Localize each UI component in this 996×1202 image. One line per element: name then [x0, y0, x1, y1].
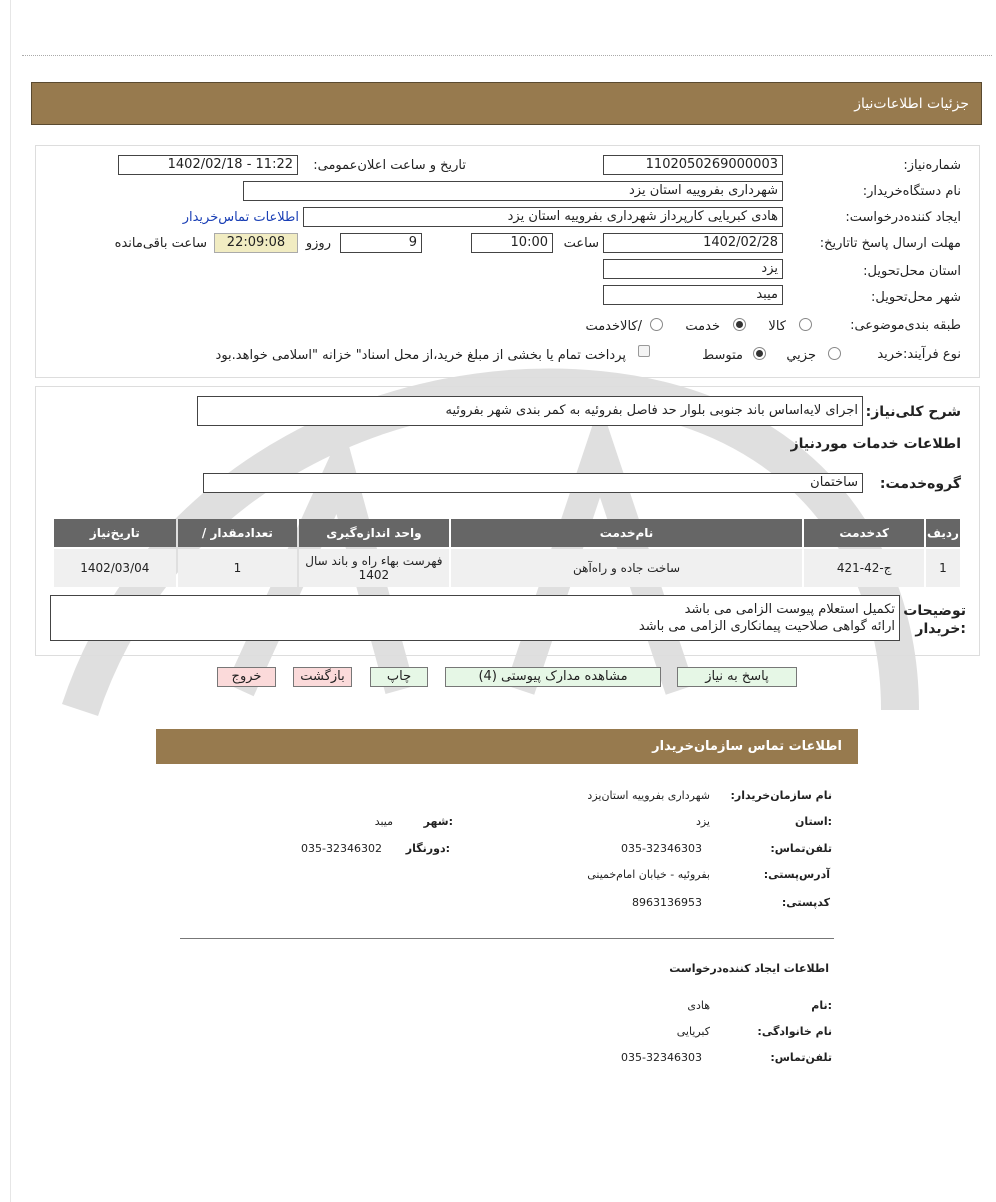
deadline-time-label: ساعت — [563, 236, 599, 251]
header-need-date: تاریخ‌نیاز — [54, 519, 176, 547]
cell-service-code: ج-42-421 — [804, 549, 924, 587]
dotted-divider — [22, 55, 992, 56]
creator-field: هادی کبریایی کارپرداز شهرداری بفروییه استان یزد — [303, 207, 783, 227]
service-group-label: گروه‌خدمت: — [879, 476, 961, 492]
need-description-label: شرح کلی‌نیاز: — [865, 404, 961, 420]
page-header-bar — [31, 82, 982, 125]
page-header-title: جزئیات اطلاعات‌نیاز — [854, 96, 969, 112]
cell-unit: فهرست بهاء راه و باند سال 1402 — [299, 549, 448, 587]
requester-name-value: هادی — [687, 999, 710, 1012]
category-goods-service-label: /کالاخدمت — [585, 319, 642, 334]
buyer-note-line1: تکمیل استعلام پیوست الزامی می باشد — [684, 602, 895, 617]
requester-title: اطلاعات ایجاد کننده‌درخواست — [669, 962, 829, 975]
header-row-number: ردیف — [926, 519, 960, 547]
need-number-field: 1102050269000003 — [603, 155, 783, 175]
announce-field: 1402/02/18 - 11:22 — [118, 155, 298, 175]
treasury-payment-checkbox[interactable] — [638, 345, 650, 357]
category-service-label: خدمت — [685, 319, 720, 334]
services-table — [52, 517, 962, 589]
buyer-contact-title: اطلاعات تماس سازمان‌خریدار — [652, 739, 842, 754]
remaining-time: 22:09:08 — [214, 233, 298, 253]
buyer-contact-link[interactable]: اطلاعات تماس‌خریدار — [182, 210, 299, 225]
remaining-label: ساعت باقی‌مانده — [114, 236, 207, 251]
header-service-name: نام‌خدمت — [451, 519, 803, 547]
contact-fax-value: 035-32346302 — [301, 842, 382, 855]
days-label: روزو — [305, 236, 331, 251]
cell-quantity: 1 — [178, 549, 298, 587]
category-label: طبقه بندی‌موضوعی: — [850, 318, 961, 333]
category-goods-radio[interactable] — [799, 318, 812, 331]
days-field: 9 — [340, 233, 422, 253]
requester-phone-label: تلفن‌تماس: — [770, 1051, 832, 1064]
contact-postal-label: کد‌پستی: — [781, 896, 830, 909]
province-label: استان محل‌تحویل: — [863, 264, 961, 279]
process-medium-radio[interactable] — [753, 347, 766, 360]
header-unit: واحد اندازه‌گیری — [299, 519, 448, 547]
need-number-label: شماره‌نیاز: — [903, 158, 961, 173]
category-goods-service-radio[interactable] — [650, 318, 663, 331]
buyer-notes-field — [50, 595, 900, 641]
requester-phone-value: 035-32346303 — [621, 1051, 702, 1064]
city-label: شهر محل‌تحویل: — [871, 290, 961, 305]
contact-city-value: میبد — [374, 815, 393, 828]
cell-service-name: ساخت جاده و راه‌آهن — [451, 549, 803, 587]
city-field: میبد — [603, 285, 783, 305]
process-minor-label: جزيي — [786, 348, 816, 363]
contact-city-label: :شهر — [423, 815, 453, 828]
treasury-payment-note: پرداخت تمام یا بخشی از مبلغ خرید،از محل اسناد" خزانه "اسلامی خواهد.بود — [215, 348, 626, 363]
requester-name-label: :نام — [811, 999, 832, 1012]
header-quantity: / تعدادمقدار — [178, 519, 298, 547]
buyer-org-label: نام دستگاه‌خریدار: — [862, 184, 961, 199]
view-attachments-button[interactable]: مشاهده مدارک پیوستی (4) — [445, 667, 661, 687]
contact-address-value: بفروئیه - خیابان امام‌خمینی — [587, 868, 710, 881]
process-label: نوع فرآیند: — [903, 347, 961, 362]
buyer-notes-label-line2: :خریدار — [915, 621, 966, 637]
deadline-time-field: 10:00 — [471, 233, 553, 253]
reply-to-need-button[interactable]: پاسخ به نیاز — [677, 667, 797, 687]
print-button[interactable]: چاپ — [370, 667, 428, 687]
announce-label: تاریخ و ساعت اعلان‌عمومی: — [313, 158, 466, 173]
buyer-org-field: شهرداری بفروییه استان یزد — [243, 181, 783, 201]
cell-row-number: 1 — [926, 549, 960, 587]
requester-family-label: نام خانوادگی: — [757, 1025, 832, 1038]
buyer-notes-label-line1: توضیحات — [903, 603, 966, 619]
contact-province-label: :استان — [795, 815, 832, 828]
process-medium-label: متوسط — [702, 348, 743, 363]
contact-province-value: یزد — [695, 815, 710, 828]
contact-phone-label: تلفن‌تماس: — [770, 842, 832, 855]
left-border-line — [10, 0, 11, 1202]
contact-phone-value: 035-32346303 — [621, 842, 702, 855]
need-description-field: اجرای لایه‌اساس باند جنوبی بلوار حد فاصل بفروئیه به کمر بندی شهر بفروئیه — [197, 396, 863, 426]
requester-family-value: کبریایی — [676, 1025, 710, 1038]
back-button[interactable]: بازگشت — [293, 667, 352, 687]
cell-need-date: 1402/03/04 — [54, 549, 176, 587]
exit-button[interactable]: خروج — [217, 667, 276, 687]
buyer-contact-header — [156, 729, 858, 764]
org-name-label: نام سازمان‌خریدار: — [730, 789, 832, 802]
deadline-date-field: 1402/02/28 — [603, 233, 783, 253]
contact-address-label: آدرس‌پستی: — [763, 868, 830, 881]
table-header-row — [54, 519, 960, 547]
contact-fax-label: :دورنگار — [405, 842, 450, 855]
services-title: اطلاعات خدمات موردنیاز — [790, 436, 961, 452]
need-details-panel — [35, 145, 980, 378]
category-service-radio[interactable] — [733, 318, 746, 331]
header-service-code: کدخدمت — [804, 519, 924, 547]
category-goods-label: کالا — [768, 319, 786, 334]
buyer-note-line2: ارائه گواهی صلاحیت پیمانکاری الزامی می باشد — [638, 619, 895, 634]
section-divider — [180, 938, 834, 939]
service-group-field: ساختمان — [203, 473, 863, 493]
creator-label: ایجاد کننده‌درخواست: — [845, 210, 961, 225]
deadline-label: مهلت ارسال پاسخ تا‌تاریخ: — [819, 236, 961, 251]
contact-postal-value: 8963136953 — [632, 896, 702, 909]
process-minor-radio[interactable] — [828, 347, 841, 360]
table-row — [54, 549, 960, 587]
org-name-value: شهرداری بفروییه استان‌یزد — [587, 789, 710, 802]
process-value: خرید — [877, 347, 903, 362]
province-field: یزد — [603, 259, 783, 279]
